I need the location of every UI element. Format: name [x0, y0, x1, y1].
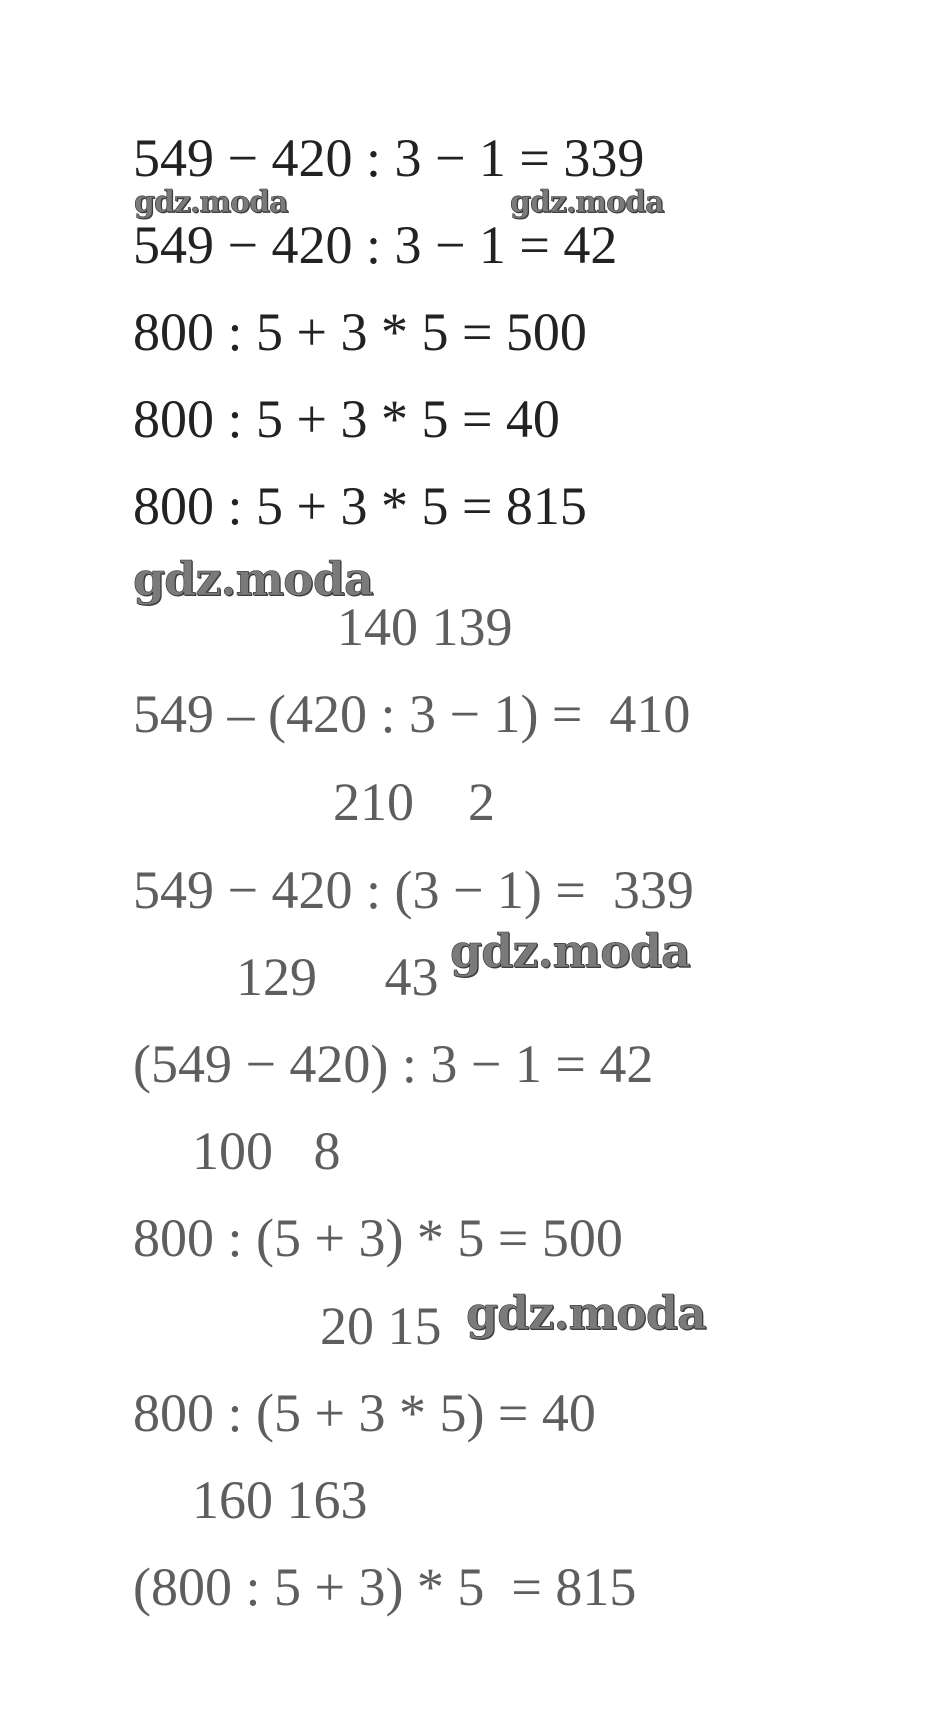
solution-line-1: 549 – (420 : 3 − 1) = 410 [133, 684, 691, 744]
intermediate-results-6: 160 163 [192, 1470, 368, 1530]
watermark-logo: gdz.moda [134, 185, 288, 220]
watermark-logo: gdz.moda [510, 185, 664, 220]
intermediate-results-3: 129 43 [236, 947, 439, 1007]
equation-line-1: 549 − 420 : 3 − 1 = 339 [133, 128, 645, 188]
intermediate-results-5: 20 15 [320, 1296, 442, 1356]
solution-line-2: 549 − 420 : (3 − 1) = 339 [133, 860, 694, 920]
solution-line-5: 800 : (5 + 3 * 5) = 40 [133, 1383, 596, 1443]
equation-line-3: 800 : 5 + 3 * 5 = 500 [133, 302, 587, 362]
solution-line-3: (549 − 420) : 3 − 1 = 42 [133, 1034, 654, 1094]
watermark-logo: gdz.moda [450, 924, 690, 978]
intermediate-results-1: 140 139 [337, 597, 513, 657]
solution-line-4: 800 : (5 + 3) * 5 = 500 [133, 1208, 623, 1268]
intermediate-results-2: 210 2 [333, 772, 495, 832]
solution-line-6: (800 : 5 + 3) * 5 = 815 [133, 1557, 637, 1617]
watermark-logo: gdz.moda [133, 552, 373, 606]
equation-line-4: 800 : 5 + 3 * 5 = 40 [133, 389, 560, 449]
intermediate-results-4: 100 8 [192, 1121, 341, 1181]
equation-line-2: 549 − 420 : 3 − 1 = 42 [133, 215, 618, 275]
equation-line-5: 800 : 5 + 3 * 5 = 815 [133, 476, 587, 536]
watermark-logo: gdz.moda [466, 1286, 706, 1340]
